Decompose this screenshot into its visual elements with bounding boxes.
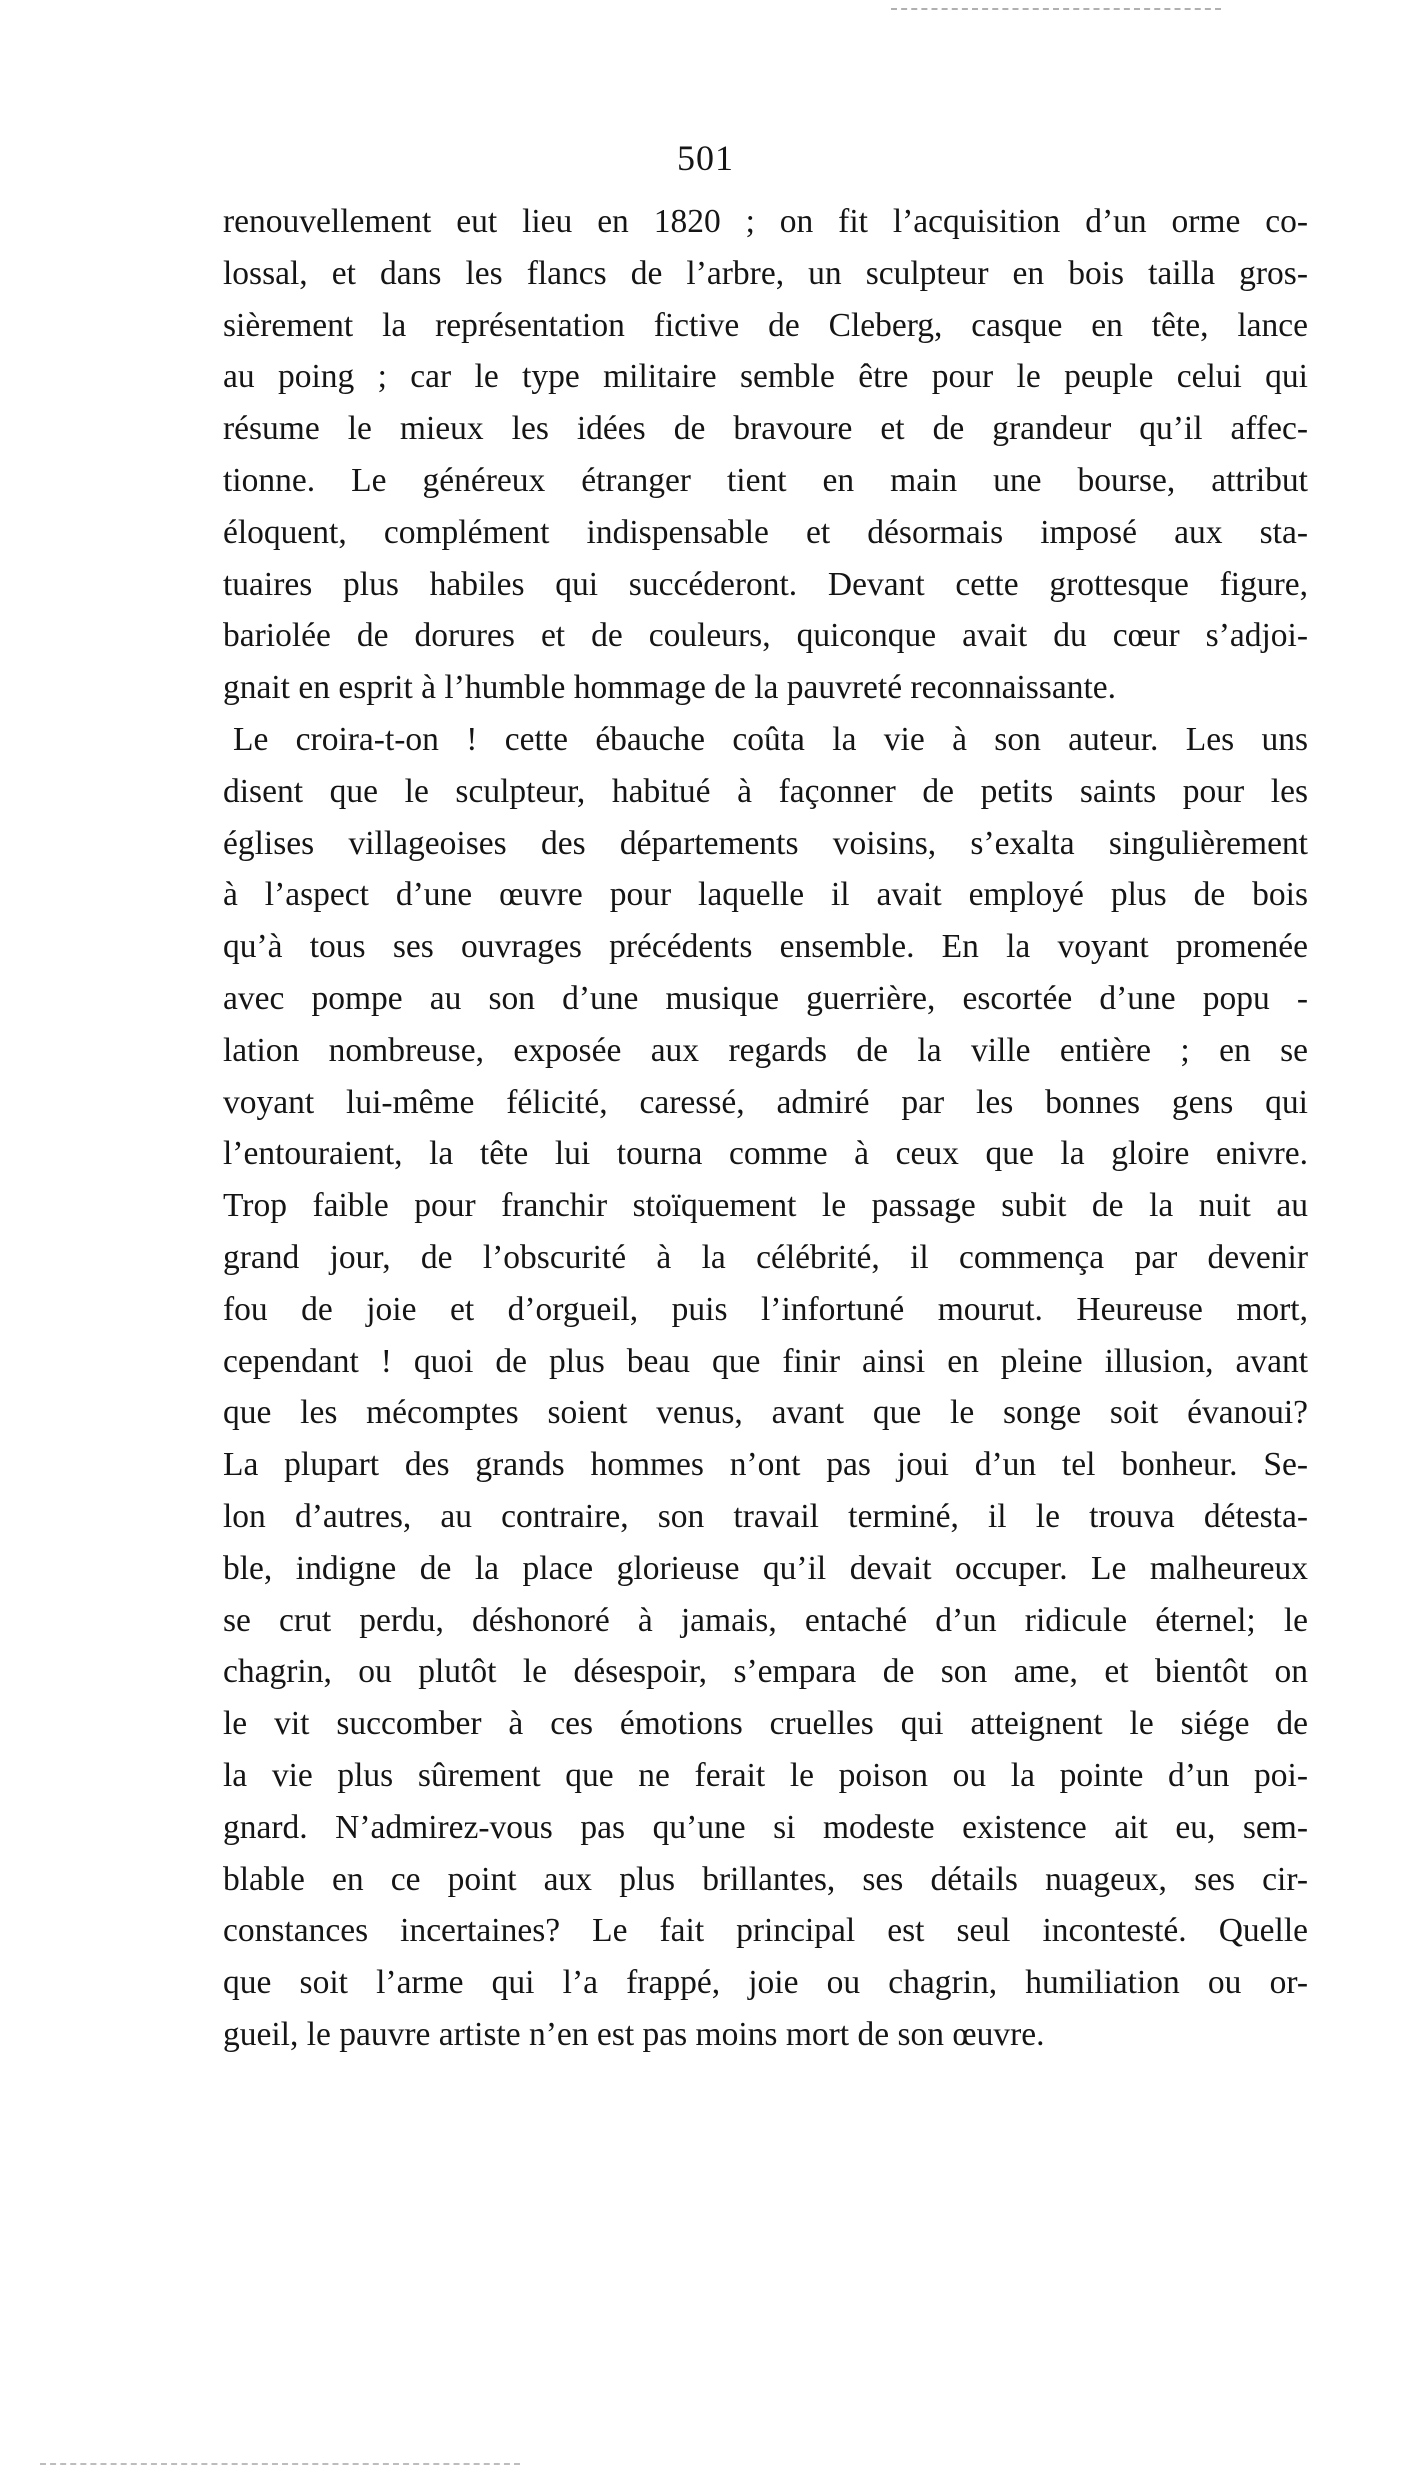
text-line: chagrin, ou plutôt le désespoir, s’empara de son ame, et bientôt on [223, 1653, 1308, 1691]
text-line: gnait en esprit à l’humble hommage de la pauvreté reconnaissante. [223, 669, 1117, 707]
text-line: au poing ; car le type militaire semble être pour le peuple celui qui [223, 358, 1308, 396]
text-line: lation nombreuse, exposée aux regards de la ville entière ; en se [223, 1031, 1308, 1069]
text-line: églises villageoises des départements voisins, s’exalta singulièrement [223, 824, 1308, 862]
page-number: 501 [677, 138, 734, 178]
text-line: que les mécomptes soient venus, avant que le songe soit évanoui? [223, 1394, 1308, 1432]
text-line: blable en ce point aux plus brillantes, ses détails nuageux, ses cir- [223, 1860, 1308, 1898]
text-line: le vit succomber à ces émotions cruelles qui atteignent le siége de [223, 1705, 1308, 1743]
top-dashed-rule [891, 8, 1221, 10]
text-line: constances incertaines? Le fait principal est seul incontesté. Quelle [223, 1912, 1308, 1950]
text-line: grand jour, de l’obscurité à la célébrité, il commença par devenir [223, 1238, 1308, 1276]
text-line: lon d’autres, au contraire, son travail terminé, il le trouva détesta- [223, 1497, 1308, 1535]
text-line: bariolée de dorures et de couleurs, quiconque avait du cœur s’adjoi- [223, 617, 1308, 655]
text-line: ble, indigne de la place glorieuse qu’il devait occuper. Le malheureux [223, 1549, 1308, 1587]
text-line: à l’aspect d’une œuvre pour laquelle il avait employé plus de bois [223, 876, 1308, 914]
text-line: fou de joie et d’orgueil, puis l’infortuné mourut. Heureuse mort, [223, 1290, 1308, 1328]
text-line: résume le mieux les idées de bravoure et de grandeur qu’il affec- [223, 410, 1308, 448]
text-line: avec pompe au son d’une musique guerrière, escortée d’une popu - [223, 979, 1308, 1017]
text-line: qu’à tous ses ouvrages précédents ensemble. En la voyant promenée [223, 928, 1308, 966]
text-line: gnard. N’admirez-vous pas qu’une si modeste existence ait eu, sem- [223, 1808, 1308, 1846]
text-line: se crut perdu, déshonoré à jamais, entaché d’un ridicule éternel; le [223, 1601, 1308, 1639]
text-line: lossal, et dans les flancs de l’arbre, un sculpteur en bois tailla gros- [223, 254, 1308, 292]
body-text [223, 196, 1308, 2061]
bottom-dashed-rule [40, 2463, 520, 2465]
text-line: renouvellement eut lieu en 1820 ; on fit l’acquisition d’un orme co- [223, 203, 1308, 240]
text-line: disent que le sculpteur, habitué à façonner de petits saints pour les [223, 772, 1308, 810]
text-line: voyant lui-même félicité, caressé, admiré par les bonnes gens qui [223, 1083, 1308, 1121]
text-line: Trop faible pour franchir stoïquement le passage subit de la nuit au [223, 1187, 1308, 1225]
text-line: La plupart des grands hommes n’ont pas joui d’un tel bonheur. Se- [223, 1446, 1308, 1484]
text-line: que soit l’arme qui l’a frappé, joie ou chagrin, humiliation ou or- [223, 1964, 1308, 2002]
text-line: tuaires plus habiles qui succéderont. Devant cette grottesque figure, [223, 565, 1308, 603]
text-line: l’entouraient, la tête lui tourna comme à ceux que la gloire enivre. [223, 1135, 1308, 1173]
text-line: tionne. Le généreux étranger tient en main une bourse, attribut [223, 461, 1308, 499]
text-line: éloquent, complément indispensable et désormais imposé aux sta- [223, 513, 1308, 551]
text-line: cependant ! quoi de plus beau que finir ainsi en pleine illusion, avant [223, 1342, 1308, 1380]
text-line: gueil, le pauvre artiste n’en est pas moins mort de son œuvre. [223, 2015, 1045, 2053]
text-line: sièrement la représentation fictive de Cleberg, casque en tête, lance [223, 306, 1308, 344]
text-line: la vie plus sûrement que ne ferait le poison ou la pointe d’un poi- [223, 1756, 1308, 1794]
text-line: Le croira-t-on ! cette ébauche coûta la vie à son auteur. Les uns [233, 720, 1308, 758]
